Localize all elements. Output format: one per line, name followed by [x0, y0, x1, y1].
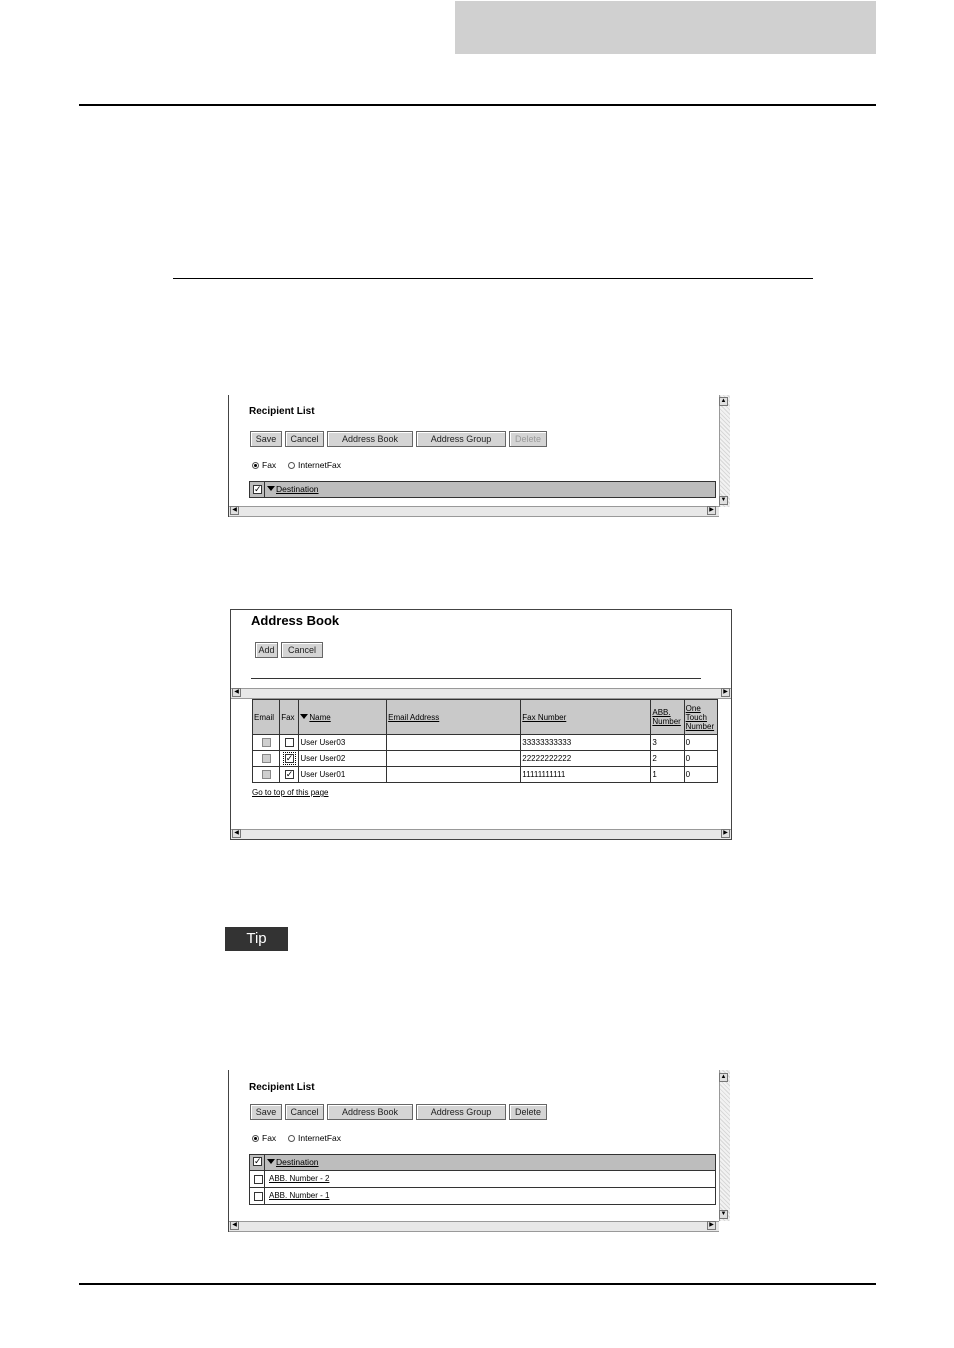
email-cell	[253, 735, 280, 751]
scroll-up-icon[interactable]: ▲	[720, 398, 727, 404]
destination-header-row	[249, 1154, 716, 1171]
radio-unselected-icon	[288, 1135, 295, 1142]
email-checkbox	[262, 738, 271, 747]
abb-number-cell: 2	[651, 751, 684, 767]
select-all-checkbox[interactable]: ✓	[254, 1156, 262, 1166]
radio-unselected-icon	[288, 462, 295, 469]
internetfax-radio[interactable]	[288, 460, 341, 470]
column-one-touch-number[interactable]: One Touch Number	[684, 700, 717, 735]
fax-cell	[280, 751, 299, 767]
vertical-scrollbar[interactable]	[719, 1070, 730, 1221]
radio-selected-icon	[252, 462, 259, 469]
email-address-cell	[387, 751, 521, 767]
horizontal-scrollbar-top[interactable]	[231, 688, 731, 699]
table-header-row	[253, 700, 718, 735]
radio-selected-icon	[252, 1135, 259, 1142]
cancel-button[interactable]: Cancel	[281, 642, 323, 658]
scroll-up-icon[interactable]: ▲	[720, 1074, 727, 1080]
destination-sort-link[interactable]	[267, 1157, 319, 1167]
name-cell: User User02	[299, 751, 387, 767]
email-cell	[253, 751, 280, 767]
select-all-checkbox[interactable]: ✓	[254, 484, 262, 494]
email-checkbox	[262, 754, 271, 763]
divider	[251, 678, 701, 679]
fax-number-cell: 11111111111	[521, 767, 651, 783]
row-checkbox[interactable]	[254, 1192, 263, 1201]
column-fax-number[interactable]: Fax Number	[521, 700, 651, 735]
vertical-scrollbar[interactable]	[719, 395, 730, 507]
fax-radio[interactable]	[252, 1133, 276, 1143]
fax-cell	[280, 767, 299, 783]
column-email-address[interactable]: Email Address	[387, 700, 521, 735]
cancel-button[interactable]: Cancel	[285, 431, 324, 447]
top-rule	[79, 104, 876, 106]
horizontal-scrollbar[interactable]	[229, 1221, 719, 1232]
table-row	[253, 735, 718, 751]
bottom-rule	[79, 1283, 876, 1285]
scroll-right-icon[interactable]: ▶	[721, 688, 730, 697]
column-abb-number[interactable]: ABB. Number	[651, 700, 684, 735]
fax-checkbox[interactable]: ✓	[285, 769, 294, 779]
fax-number-cell: 33333333333	[521, 735, 651, 751]
list-item	[249, 1187, 716, 1205]
column-fax: Fax	[280, 700, 299, 735]
scroll-left-icon[interactable]: ◀	[230, 1221, 239, 1230]
address-group-button[interactable]: Address Group	[416, 1104, 506, 1120]
add-button[interactable]: Add	[255, 642, 278, 658]
table-row	[253, 751, 718, 767]
name-cell: User User03	[299, 735, 387, 751]
go-to-top-link[interactable]: Go to top of this page	[252, 788, 329, 797]
row-checkbox[interactable]	[254, 1175, 263, 1184]
destination-link[interactable]: ABB. Number - 2	[269, 1174, 330, 1183]
column-name[interactable]	[299, 700, 387, 735]
email-address-cell	[387, 767, 521, 783]
destination-link[interactable]: ABB. Number - 1	[269, 1191, 330, 1200]
page-title: Address Book	[251, 613, 340, 628]
fax-radio-label: Fax	[262, 460, 277, 470]
address-book-button[interactable]: Address Book	[327, 1104, 413, 1120]
destination-label: Destination	[276, 484, 319, 494]
internetfax-radio-label: InternetFax	[298, 460, 341, 470]
destination-header-row	[249, 481, 716, 498]
address-book-button[interactable]: Address Book	[327, 431, 413, 447]
column-email: Email	[253, 700, 280, 735]
cancel-button[interactable]: Cancel	[285, 1104, 324, 1120]
page-title: Recipient List	[249, 406, 315, 417]
recipient-list-screenshot-2	[228, 1070, 731, 1232]
fax-checkbox[interactable]: ✓	[285, 753, 294, 763]
horizontal-scrollbar[interactable]	[229, 506, 719, 517]
name-cell: User User01	[299, 767, 387, 783]
email-checkbox	[262, 770, 271, 779]
one-touch-cell: 0	[684, 751, 717, 767]
scroll-left-icon[interactable]: ◀	[232, 829, 241, 838]
internetfax-radio[interactable]	[288, 1133, 341, 1143]
one-touch-cell: 0	[684, 735, 717, 751]
fax-number-cell: 22222222222	[521, 751, 651, 767]
section-rule	[173, 278, 813, 279]
list-item	[249, 1170, 716, 1188]
email-cell	[253, 767, 280, 783]
abb-number-cell: 1	[651, 767, 684, 783]
delete-button[interactable]: Delete	[509, 1104, 547, 1120]
table-row	[253, 767, 718, 783]
header-gray-box	[455, 1, 876, 54]
scroll-right-icon[interactable]: ▶	[707, 506, 716, 515]
save-button[interactable]: Save	[250, 431, 282, 447]
fax-radio[interactable]	[252, 460, 276, 470]
address-book-table	[252, 699, 718, 783]
fax-cell	[280, 735, 299, 751]
fax-radio-label: Fax	[262, 1133, 277, 1143]
recipient-list-screenshot-1	[228, 395, 731, 517]
fax-checkbox[interactable]	[285, 738, 294, 747]
sort-down-icon	[267, 486, 275, 491]
scroll-right-icon[interactable]: ▶	[721, 829, 730, 838]
internetfax-radio-label: InternetFax	[298, 1133, 341, 1143]
one-touch-cell: 0	[684, 767, 717, 783]
email-address-cell	[387, 735, 521, 751]
sort-down-icon	[300, 714, 308, 719]
destination-sort-link[interactable]	[267, 484, 319, 494]
abb-number-cell: 3	[651, 735, 684, 751]
delete-button[interactable]: Delete	[509, 431, 547, 447]
scroll-left-icon[interactable]: ◀	[230, 506, 239, 515]
destination-label: Destination	[276, 1157, 319, 1167]
scroll-down-icon[interactable]: ▼	[720, 497, 727, 503]
save-button[interactable]: Save	[250, 1104, 282, 1120]
tip-label: Tip	[225, 927, 288, 951]
page-title: Recipient List	[249, 1082, 315, 1093]
scroll-right-icon[interactable]: ▶	[707, 1221, 716, 1230]
address-group-button[interactable]: Address Group	[416, 431, 506, 447]
scroll-left-icon[interactable]: ◀	[232, 688, 241, 697]
address-book-screenshot	[230, 609, 732, 840]
sort-down-icon	[267, 1159, 275, 1164]
column-name-label: Name	[309, 712, 331, 722]
horizontal-scrollbar-bottom[interactable]	[231, 829, 731, 840]
scroll-down-icon[interactable]: ▼	[720, 1211, 727, 1217]
